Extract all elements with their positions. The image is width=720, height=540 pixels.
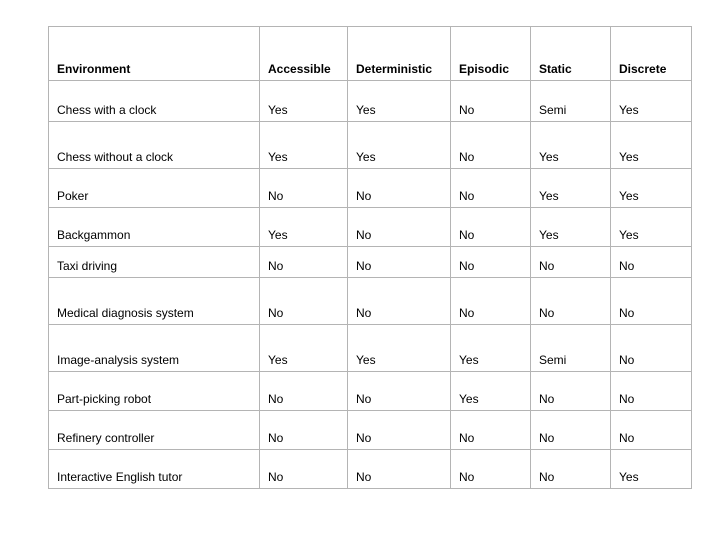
cell-text: Chess without a clock [57,150,174,164]
table-cell [49,247,260,278]
table-row [49,325,692,372]
cell-text: No [356,306,372,320]
cell-text: Yes [619,103,639,117]
cell-text: No [459,150,475,164]
cell-text: No [619,306,635,320]
cell-text: Refinery controller [57,431,155,445]
table-cell [611,450,692,489]
cell-text: No [539,259,555,273]
cell-text: No [459,306,475,320]
table-cell [348,325,451,372]
cell-text: No [459,228,475,242]
table-cell [49,81,260,122]
cell-text: Yes [539,189,559,203]
table-cell [260,81,348,122]
table-cell [260,169,348,208]
header-cell-discrete [611,27,692,81]
environment-properties-table [48,26,692,489]
cell-text: No [268,189,284,203]
cell-text: No [268,259,284,273]
table-cell [260,411,348,450]
table-cell [260,278,348,325]
header-cell-deterministic [348,27,451,81]
cell-text: Yes [356,353,376,367]
header-label: Discrete [619,62,667,76]
table-cell [611,208,692,247]
header-cell-accessible [260,27,348,81]
cell-text: No [356,470,372,484]
cell-text: Yes [356,103,376,117]
cell-text: No [619,353,635,367]
cell-text: No [268,392,284,406]
table-cell [451,122,531,169]
table-cell [49,122,260,169]
header-label: Episodic [459,62,510,76]
table-cell [49,325,260,372]
table-cell [451,278,531,325]
cell-text: No [268,431,284,445]
table-cell [611,411,692,450]
cell-text: No [459,103,475,117]
table-cell [531,372,611,411]
cell-text: Image-analysis system [57,353,180,367]
cell-text: Yes [619,150,639,164]
table-cell [49,278,260,325]
cell-text: Interactive English tutor [57,470,183,484]
cell-text: No [619,431,635,445]
header-cell-episodic [451,27,531,81]
cell-text: No [268,470,284,484]
table-cell [348,450,451,489]
table-cell [531,208,611,247]
table-cell [451,450,531,489]
table-cell [531,450,611,489]
cell-text: No [619,392,635,406]
cell-text: Taxi driving [57,259,118,273]
table-row [49,278,692,325]
cell-text: No [268,306,284,320]
cell-text: Yes [459,353,479,367]
cell-text: Yes [539,228,559,242]
table-cell [49,169,260,208]
cell-text: No [356,431,372,445]
cell-text: Yes [268,150,288,164]
header-cell-static [531,27,611,81]
header-cell-environment [49,27,260,81]
table-cell [260,122,348,169]
cell-text: Chess with a clock [57,103,157,117]
cell-text: Yes [459,392,479,406]
table-cell [611,247,692,278]
cell-text: No [539,470,555,484]
cell-text: Yes [268,353,288,367]
table-cell [611,81,692,122]
table-cell [611,122,692,169]
table-cell [611,278,692,325]
cell-text: No [539,306,555,320]
table-cell [348,208,451,247]
table-row [49,372,692,411]
table-cell [531,325,611,372]
table-cell [451,169,531,208]
table-cell [451,325,531,372]
table-cell [611,325,692,372]
cell-text: No [459,189,475,203]
header-label: Deterministic [356,62,433,76]
cell-text: Yes [619,228,639,242]
cell-text: No [459,431,475,445]
cell-text: No [539,392,555,406]
table-cell [348,81,451,122]
cell-text: No [356,259,372,273]
cell-text: No [459,259,475,273]
table-cell [611,372,692,411]
table-cell [451,81,531,122]
table-cell [260,372,348,411]
cell-text: No [459,470,475,484]
table-cell [348,372,451,411]
table-row [49,208,692,247]
cell-text: Medical diagnosis system [57,306,194,320]
table-cell [531,81,611,122]
header-label: Environment [57,62,131,76]
header-label: Static [539,62,572,76]
cell-text: No [539,431,555,445]
table-row [49,247,692,278]
table-cell [260,247,348,278]
table-cell [531,278,611,325]
table-row [49,450,692,489]
cell-text: No [356,189,372,203]
cell-text: Backgammon [57,228,131,242]
cell-text: Part-picking robot [57,392,152,406]
table-cell [531,411,611,450]
header-label: Accessible [268,62,331,76]
cell-text: Yes [356,150,376,164]
table-cell [451,208,531,247]
table-cell [49,208,260,247]
table-cell [531,169,611,208]
cell-text: Poker [57,189,89,203]
cell-text: Yes [539,150,559,164]
table-row [49,81,692,122]
cell-text: Yes [268,103,288,117]
cell-text: Semi [539,103,567,117]
table-cell [348,122,451,169]
table-row [49,411,692,450]
table-cell [611,169,692,208]
table-cell [348,247,451,278]
table-row [49,169,692,208]
table-cell [531,247,611,278]
table-cell [49,450,260,489]
table-cell [348,169,451,208]
cell-text: Yes [619,189,639,203]
table-cell [260,450,348,489]
table-row [49,122,692,169]
cell-text: No [619,259,635,273]
cell-text: No [356,392,372,406]
table-cell [348,411,451,450]
table-cell [531,122,611,169]
table-cell [451,411,531,450]
table-cell [348,278,451,325]
table-cell [49,372,260,411]
cell-text: Yes [619,470,639,484]
table-cell [260,325,348,372]
table-cell [451,372,531,411]
table-header-row [49,27,692,81]
cell-text: Semi [539,353,567,367]
table-cell [451,247,531,278]
cell-text: No [356,228,372,242]
table-cell [49,411,260,450]
cell-text: Yes [268,228,288,242]
table-cell [260,208,348,247]
